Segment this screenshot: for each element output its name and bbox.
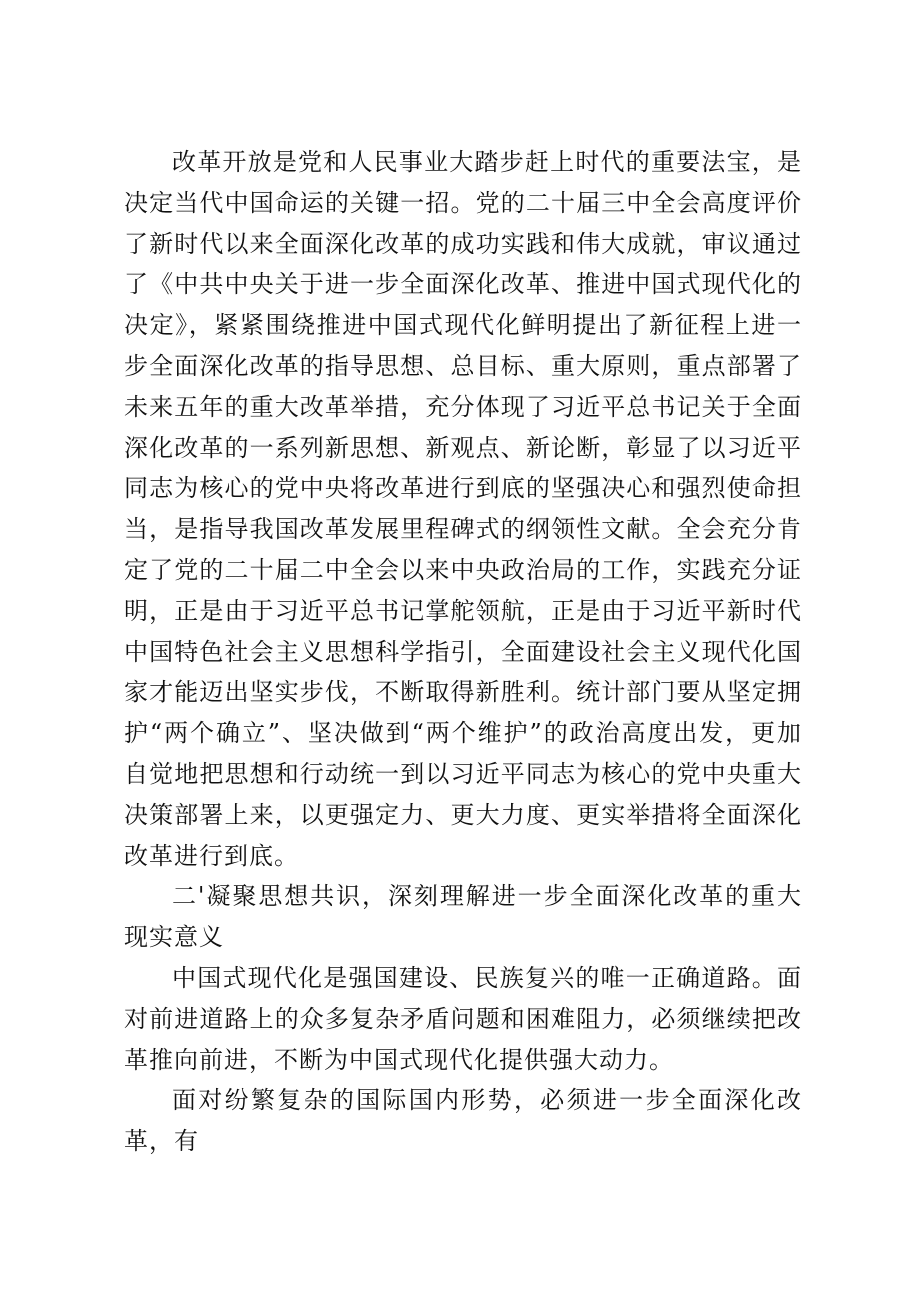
paragraph-complex-situation: 面对纷繁复杂的国际国内形势，必须进一步全面深化改革，有 bbox=[124, 1086, 802, 1156]
section-heading-2: 二'凝聚思想共识，深刻理解进一步全面深化改革的重大现实意义 bbox=[124, 882, 802, 952]
document-body bbox=[124, 142, 802, 1162]
paragraph-reform-opening: 改革开放是党和人民事业大踏步赶上时代的重要法宝，是决定当代中国命运的关键一招。党的二十届三中全会高度评价了新时代以来全面深化改革的成功实践和伟大成就，审议通过了《中共中央关于进一步全面深化改革、推进中国式现代化的决定》，紧紧围绕推进中国式现代化鲜明提出了新征程上进一步全面深化改革的指导思想、总目标、重大原则，重点部署了未来五年的重大改革举措，充分体现了习近平总书记关于全面深化改革的一系列新思想、新观点、新论断，彰显了以习近平同志为核心的党中央将改革进行到底的坚强决心和强烈使命担当，是指导我国改革发展里程碑式的纲领性文献。全会充分肯定了党的二十届二中全会以来中央政治局的工作，实践充分证明，正是由于习近平总书记掌舵领航，正是由于习近平新时代中国特色社会主义思想科学指引，全面建设社会主义现代化国家才能迈出坚实步伐，不断取得新胜利。统计部门要从坚定拥护“两个确立”、坚决做到“两个维护”的政治高度出发，更加自觉地把思想和行动统一到以习近平同志为核心的党中央重大决策部署上来，以更强定力、更大力度、更实举措将全面深化改革进行到底。 bbox=[124, 148, 802, 870]
paragraph-chinese-modernization: 中国式现代化是强国建设、民族复兴的唯一正确道路。面对前进道路上的众多复杂矛盾问题和困难阻力，必须继续把改革推向前进，不断为中国式现代化提供强大动力。 bbox=[124, 963, 802, 1074]
